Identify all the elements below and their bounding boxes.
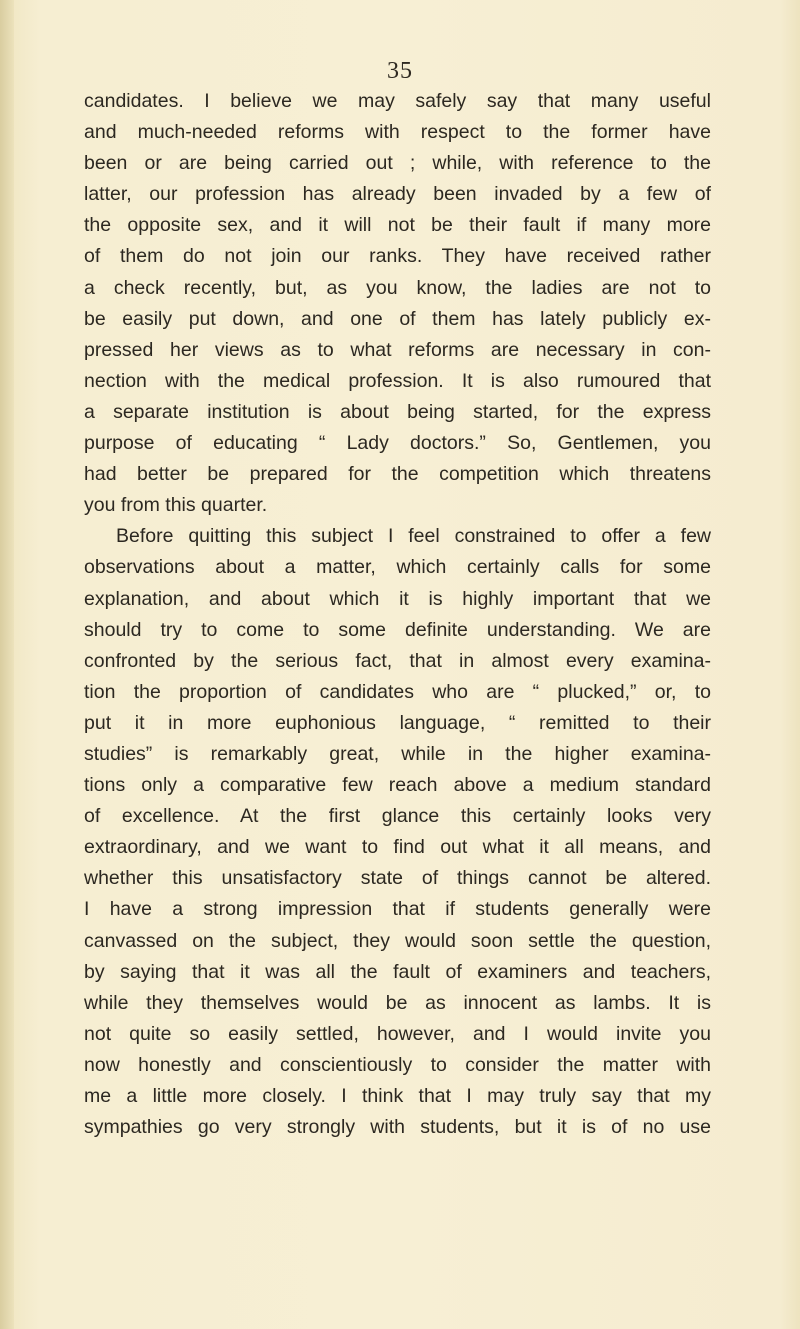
text-line: whether this unsatisfactory state of things cannot be altered. xyxy=(84,867,711,890)
text-line: studies” is remarkably great, while in the higher examina- xyxy=(84,742,711,765)
text-line: latter, our profession has already been invaded by a few of xyxy=(84,183,711,206)
text-line: sympathies go very strongly with students, but it is of no use xyxy=(84,1116,711,1139)
text-line: by saying that it was all the fault of examiners and teachers, xyxy=(84,960,711,983)
text-line: nection with the medical profession. It is also rumoured that xyxy=(84,369,711,392)
text-line: candidates. I believe we may safely say that many useful xyxy=(84,90,711,112)
text-line: observations about a matter, which certainly calls for some xyxy=(84,556,711,579)
text-line: me a little more closely. I think that I may truly say that my xyxy=(84,1085,711,1107)
text-line: a separate institution is about being started, for the express xyxy=(84,400,711,423)
text-line: the opposite sex, and it will not be their fault if many more xyxy=(84,214,711,237)
text-line: confronted by the serious fact, that in almost every examina- xyxy=(84,649,711,672)
text-line: and much-needed reforms with respect to the former have xyxy=(84,121,711,144)
text-line: now honestly and conscientiously to consider the matter with xyxy=(84,1053,711,1076)
text-line: be easily put down, and one of them has lately publicly ex- xyxy=(84,307,711,330)
text-line: should try to come to some definite understanding. We are xyxy=(84,618,711,641)
page-number: 35 xyxy=(387,58,413,84)
text-line: pressed her views as to what reforms are necessary in con- xyxy=(84,338,711,361)
text-line: of them do not join our ranks. They have received rather xyxy=(84,245,711,268)
text-line: explanation, and about which it is highly important that we xyxy=(84,587,711,610)
text-line: tions only a comparative few reach above a medium standard xyxy=(84,774,711,797)
text-line: I have a strong impression that if students generally were xyxy=(84,898,711,921)
text-line: you from this quarter. xyxy=(84,494,268,517)
text-line: put it in more euphonious language, “ remitted to their xyxy=(84,711,711,734)
text-line: canvassed on the subject, they would soon settle the question, xyxy=(84,929,711,952)
text-line: not quite so easily settled, however, and I would invite you xyxy=(84,1022,711,1045)
text-line: Before quitting this subject I feel constrained to offer a few xyxy=(116,525,711,548)
text-line: a check recently, but, as you know, the ladies are not to xyxy=(84,276,711,299)
text-line: tion the proportion of candidates who are “ plucked,” or, to xyxy=(84,680,711,703)
text-line: purpose of educating “ Lady doctors.” So, Gentlemen, you xyxy=(84,432,711,455)
text-line: extraordinary, and we want to find out what it all means, and xyxy=(84,836,711,859)
text-line: of excellence. At the first glance this certainly looks very xyxy=(84,805,711,828)
text-line: had better be prepared for the competition which threatens xyxy=(84,463,711,486)
page-spine-shadow xyxy=(0,0,14,1329)
text-line: been or are being carried out ; while, with reference to the xyxy=(84,152,711,175)
body-text xyxy=(84,86,711,1143)
text-line: while they themselves would be as innocent as lambs. It is xyxy=(84,991,711,1014)
